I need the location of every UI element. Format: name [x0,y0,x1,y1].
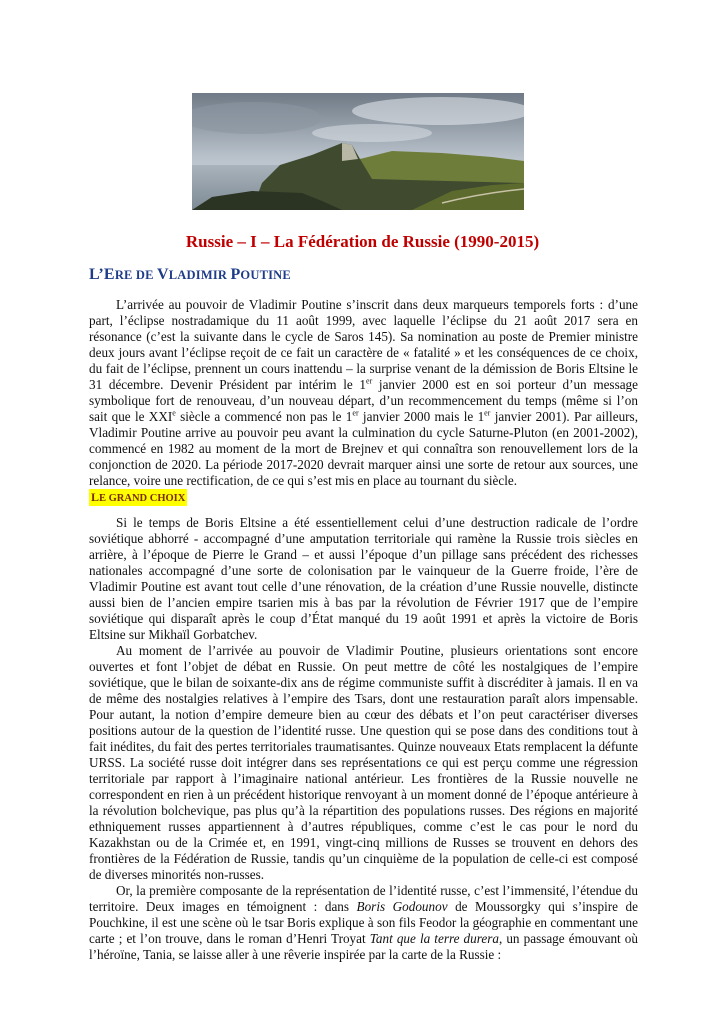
section-heading-grand-choix: LE GRAND CHOIX [91,490,186,504]
intro-paragraph: L’arrivée au pouvoir de Vladimir Poutine s’inscrit dans deux marqueurs temporels forts : d’une part, l’éclipse nostradamique du 11 août 1999, avec laquelle l’éclipse du 21 août 2017 sera en résonance (c’est la suivante dans le cycle de Saros 145). Sa nomination au poste de Premier ministre deux jours avant l’éclipse reçoit de ce fait un caractère de « fatalité » et les conséquences de ce choix, du fait de l’éclipse, prennent un cours inattendu – la surprise venant de la démission de Boris Eltsine le 31 décembre. Devenir Président par intérim le 1er janvier 2000 est en soi porteur d’un message symbolique fort de renouveau, d’un nouveau départ, d’un recommencement du temps (même si l’on sait que le XXIe siècle a commencé non pas le 1er janvier 2000 mais le 1er janvier 2001). Par ailleurs, Vladimir Poutine arrive au pouvoir peu avant la culmination du cycle Saturne-Pluton (en 2001-2002), commencé en 1982 au moment de la mort de Brejnev et qui connaîtra son renouvellement lors de la conjonction de 2020. La période 2017-2020 devrait marquer ainsi une sorte de retour aux sources, une relance, voire une rectification, de ce qui s’est mis en place au tournant du siècle. [89,297,638,488]
paragraph: Au moment de l’arrivée au pouvoir de Vladimir Poutine, plusieurs orientations sont encore ouvertes et font l’objet de débat en Russie. On peut mettre de côté les nostalgiques de l’empire soviétique, que le bilan de soixante-dix ans de régime communiste suffit à discréditer à jamais. Il en va de même des nostalgies relatives à l’empire des Tsars, dont une restauration paraît alors impensable. Pour autant, la notion d’empire demeure bien au cœur des débats et l’on peut caractériser diverses positions autour de la question de l’identité russe. Une question qui se pose dans des conditions tout à fait inédites, du fait des pertes territoriales traumatisantes. Quinze nouveaux Etats remplacent la défunte URSS. La société russe doit intégrer dans ses représentations ce qui est perçu comme une régression territoriale par rapport à l’imaginaire national antérieur. Les frontières de la Russie nouvelle ne correspondent en rien à un précédent historique renvoyant à un moment donné de l’époque antérieure à la révolution bolchevique, pas plus qu’à la répartition des populations russes. Des régions en majorité ethniquement russes appartiennent à d’autres républiques, comme c’est le cas pour le nord du Kazakhstan ou de la Crimée et, en 1991, vingt-cinq millions de Russes se trouvent en dehors des frontières de la Fédération de Russie, tandis qu’un cinquième de la population de celle-ci est composé de diverses minorités non-russes. [89,643,638,882]
paragraph: Si le temps de Boris Eltsine a été essentiellement celui d’une destruction radicale de l’ordre soviétique abhorré - accompagné d’une amputation territoriale qui ramène la Russie trois siècles en arrière, à l’époque de Pierre le Grand – et aussi l’époque d’un pillage sans précédent des richesses nationales accompagné d’une sorte de colonisation par le vainqueur de la Guerre froide, l’ère de Vladimir Poutine est avant tout celle d’une rénovation, de la création d’une Russie nouvelle, distincte aussi bien de l’ancien empire tsarien mis à bas par la révolution de Février 1917 que de l’empire soviétique qui disparaît après le coup d’État manqué du 19 août 1991 et après la victoire de Boris Eltsine sur Mikhaïl Gorbatchev. [89,515,638,642]
page-title: Russie – I – La Fédération de Russie (1990-2015) [185,232,540,251]
coastal-cliff-photo [192,93,524,210]
grand-choix-text [89,515,638,963]
section-heading-ere-poutine: L’ERE DE VLADIMIR POUTINE [89,266,291,283]
paragraph: Or, la première composante de la représentation de l’identité russe, c’est l’immensité, l’étendue du territoire. Deux images en témoignent : dans Boris Godounov de Moussorgky qui s’inspire de Pouchkine, il est une scène où le tsar Boris explique à son fils Feodor la géographie en commentant une carte ; et l’on trouve, dans le roman d’Henri Troyat Tant que la terre durera, un passage émouvant où l’héroïne, Tania, se laisse aller à une rêverie inspirée par la carte de la Russie : [89,883,638,962]
